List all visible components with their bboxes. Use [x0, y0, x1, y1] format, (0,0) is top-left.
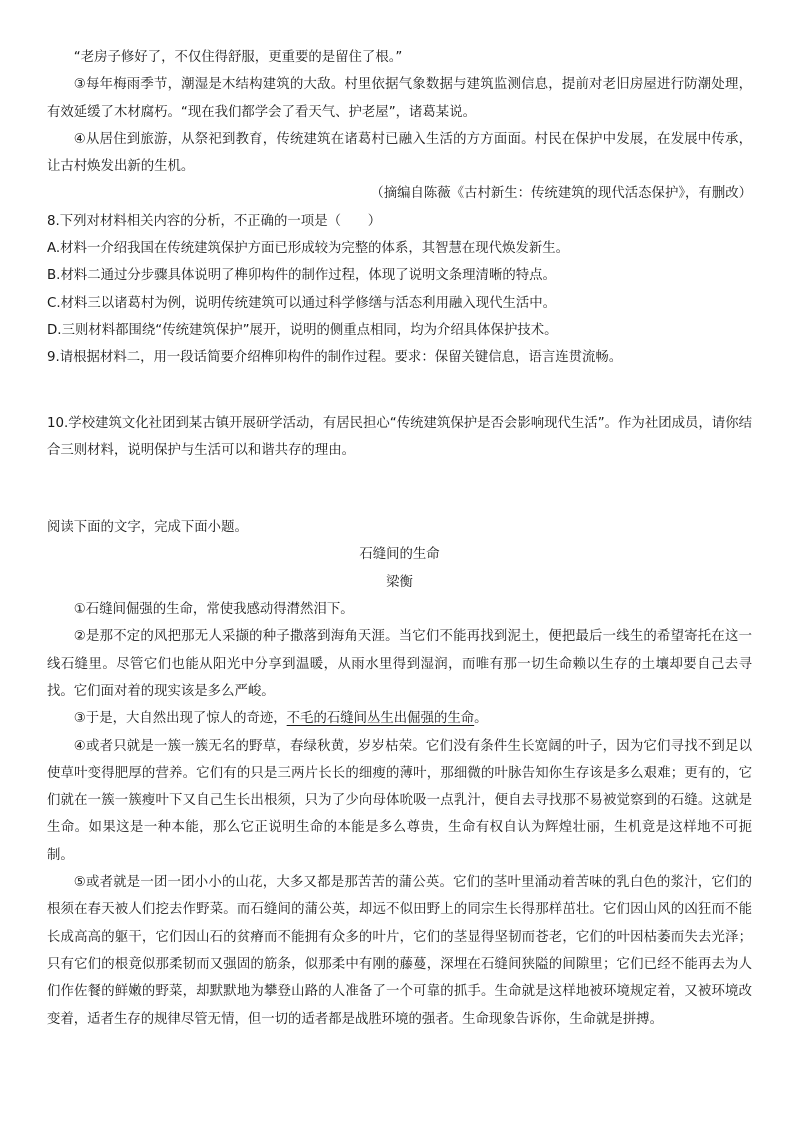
reading-paragraph-2: ②是那不定的风把那无人采撷的种子撒落到海角天涯。当它们不能再找到泥土，便把最后一线生的希望寄托在这一线石缝里。尽管它们也能从阳光中分享到温暖，从雨水里得到湿润，而唯有那一切生命赖以生存的土壤却要自己去寻找。它们面对着的现实该是多么严峻。: [47, 629, 752, 699]
question-9-answer-space: [47, 372, 752, 410]
reading-author: 梁衡: [386, 574, 413, 590]
reading-paragraph-1: ①石缝间倔强的生命，常使我感动得潸然泪下。: [73, 602, 354, 618]
question-8-option-b: B.材料二通过分步骤具体说明了榫卯构件的制作过程，体现了说明文条理清晰的特点。: [47, 268, 556, 284]
reading-title: 石缝间的生命: [359, 547, 440, 563]
question-10-answer-space: [47, 464, 752, 514]
reading-paragraph-4: ④或者只就是一簇一簇无名的野草，春绿秋黄，岁岁枯荣。它们没有条件生长宽阔的叶子，因为它们寻找不到足以使草叶变得肥厚的营养。它们有的只是三两片长长的细瘦的薄叶，那细微的叶脉告知你生存该是多么艰难；更有的，它们就在一簇一簇瘦叶下又自己生长出根须，只为了少向母体吮吸一点乳汁，便自去寻找那不易被觉察到的石缝。这就是生命。如果这是一种本能，那么它正说明生命的本能是多么尊贵，生命有权自认为辉煌壮丽，生机竟是这样地不可扼制。: [47, 738, 752, 863]
material-paragraph-3: ③每年梅雨季节，潮湿是木结构建筑的大敌。村里依据气象数据与建筑监测信息，提前对老旧房屋进行防潮处理，有效延缓了木材腐朽。“现在我们都学会了看天气、护老屋”，诸葛某说。: [47, 77, 752, 120]
question-8: [47, 208, 752, 344]
reading-intro: 阅读下面的文字，完成下面小题。: [47, 520, 248, 536]
material-source: （摘编自陈薇《古村新生：传统建筑的现代活态保护》，有删改）: [370, 186, 752, 202]
question-8-stem: 8.下列对材料相关内容的分析，不正确的一项是（ ）: [47, 213, 382, 229]
question-8-option-c: C.材料三以诸葛村为例，说明传统建筑可以通过科学修缮与活态利用融入现代生活中。: [47, 295, 557, 311]
question-9-stem: 9.请根据材料二，用一段话简要介绍榫卯构件的制作过程。要求：保留关键信息，语言连贯流畅。: [47, 350, 623, 366]
question-8-option-d: D.三则材料都围绕“传统建筑保护”展开，说明的侧重点相同，均为介绍具体保护技术。: [47, 322, 558, 338]
underlined-sentence: 不毛的石缝间丛生出倔强的生命: [286, 711, 475, 727]
question-8-option-a: A.材料一介绍我国在传统建筑保护方面已形成较为完整的体系，其智慧在现代焕发新生。: [47, 241, 570, 257]
reading-paragraph-3: [47, 705, 752, 732]
reading-paragraph-5: ⑤或者就是一团一团小小的山花，大多又都是那苦苦的蒲公英。它们的茎叶里涌动着苦味的乳白色的浆汁，它们的根须在春天被人们挖去作野菜。而石缝间的蒲公英，却远不似田野上的同宗生长得那样茁壮。它们因山风的凶狂而不能长成高高的躯干，它们因山石的贫瘠而不能拥有众多的叶片，它们的茎显得坚韧而苍老，它们的叶因枯萎而失去光泽；只有它们的根竟似那柔韧而又强固的筋条，似那柔中有刚的藤蔓，深埋在石缝间狭隘的间隙里；它们已经不能再去为人们作佐餐的鲜嫩的野菜，却默默地为攀登山路的人准备了一个可靠的抓手。生命就是这样地被环境规定着，又被环境改变着，适者生存的规律尽管无情，但一切的适者都是战胜环境的强者。生命现象告诉你，生命就是拼搏。: [47, 875, 752, 1027]
reading-paragraph-3-suffix: 。: [474, 711, 488, 727]
reading-paragraph-3-prefix: ③于是，大自然出现了惊人的奇迹，: [73, 711, 287, 727]
question-10-stem: 10.学校建筑文化社团到某古镇开展研学活动，有居民担心“传统建筑保护是否会影响现代生活”。作为社团成员，请你结合三则材料，说明保护与生活可以和谐共存的理由。: [47, 415, 752, 458]
material-quote: “老房子修好了，不仅住得舒服，更重要的是留住了根。”: [73, 50, 403, 65]
material-paragraph-4: ④从居住到旅游，从祭祀到教育，传统建筑在诸葛村已融入生活的方方面面。村民在保护中发展，在发展中传承，让古村焕发出新的生机。: [47, 131, 752, 175]
document-page: [47, 44, 752, 1033]
